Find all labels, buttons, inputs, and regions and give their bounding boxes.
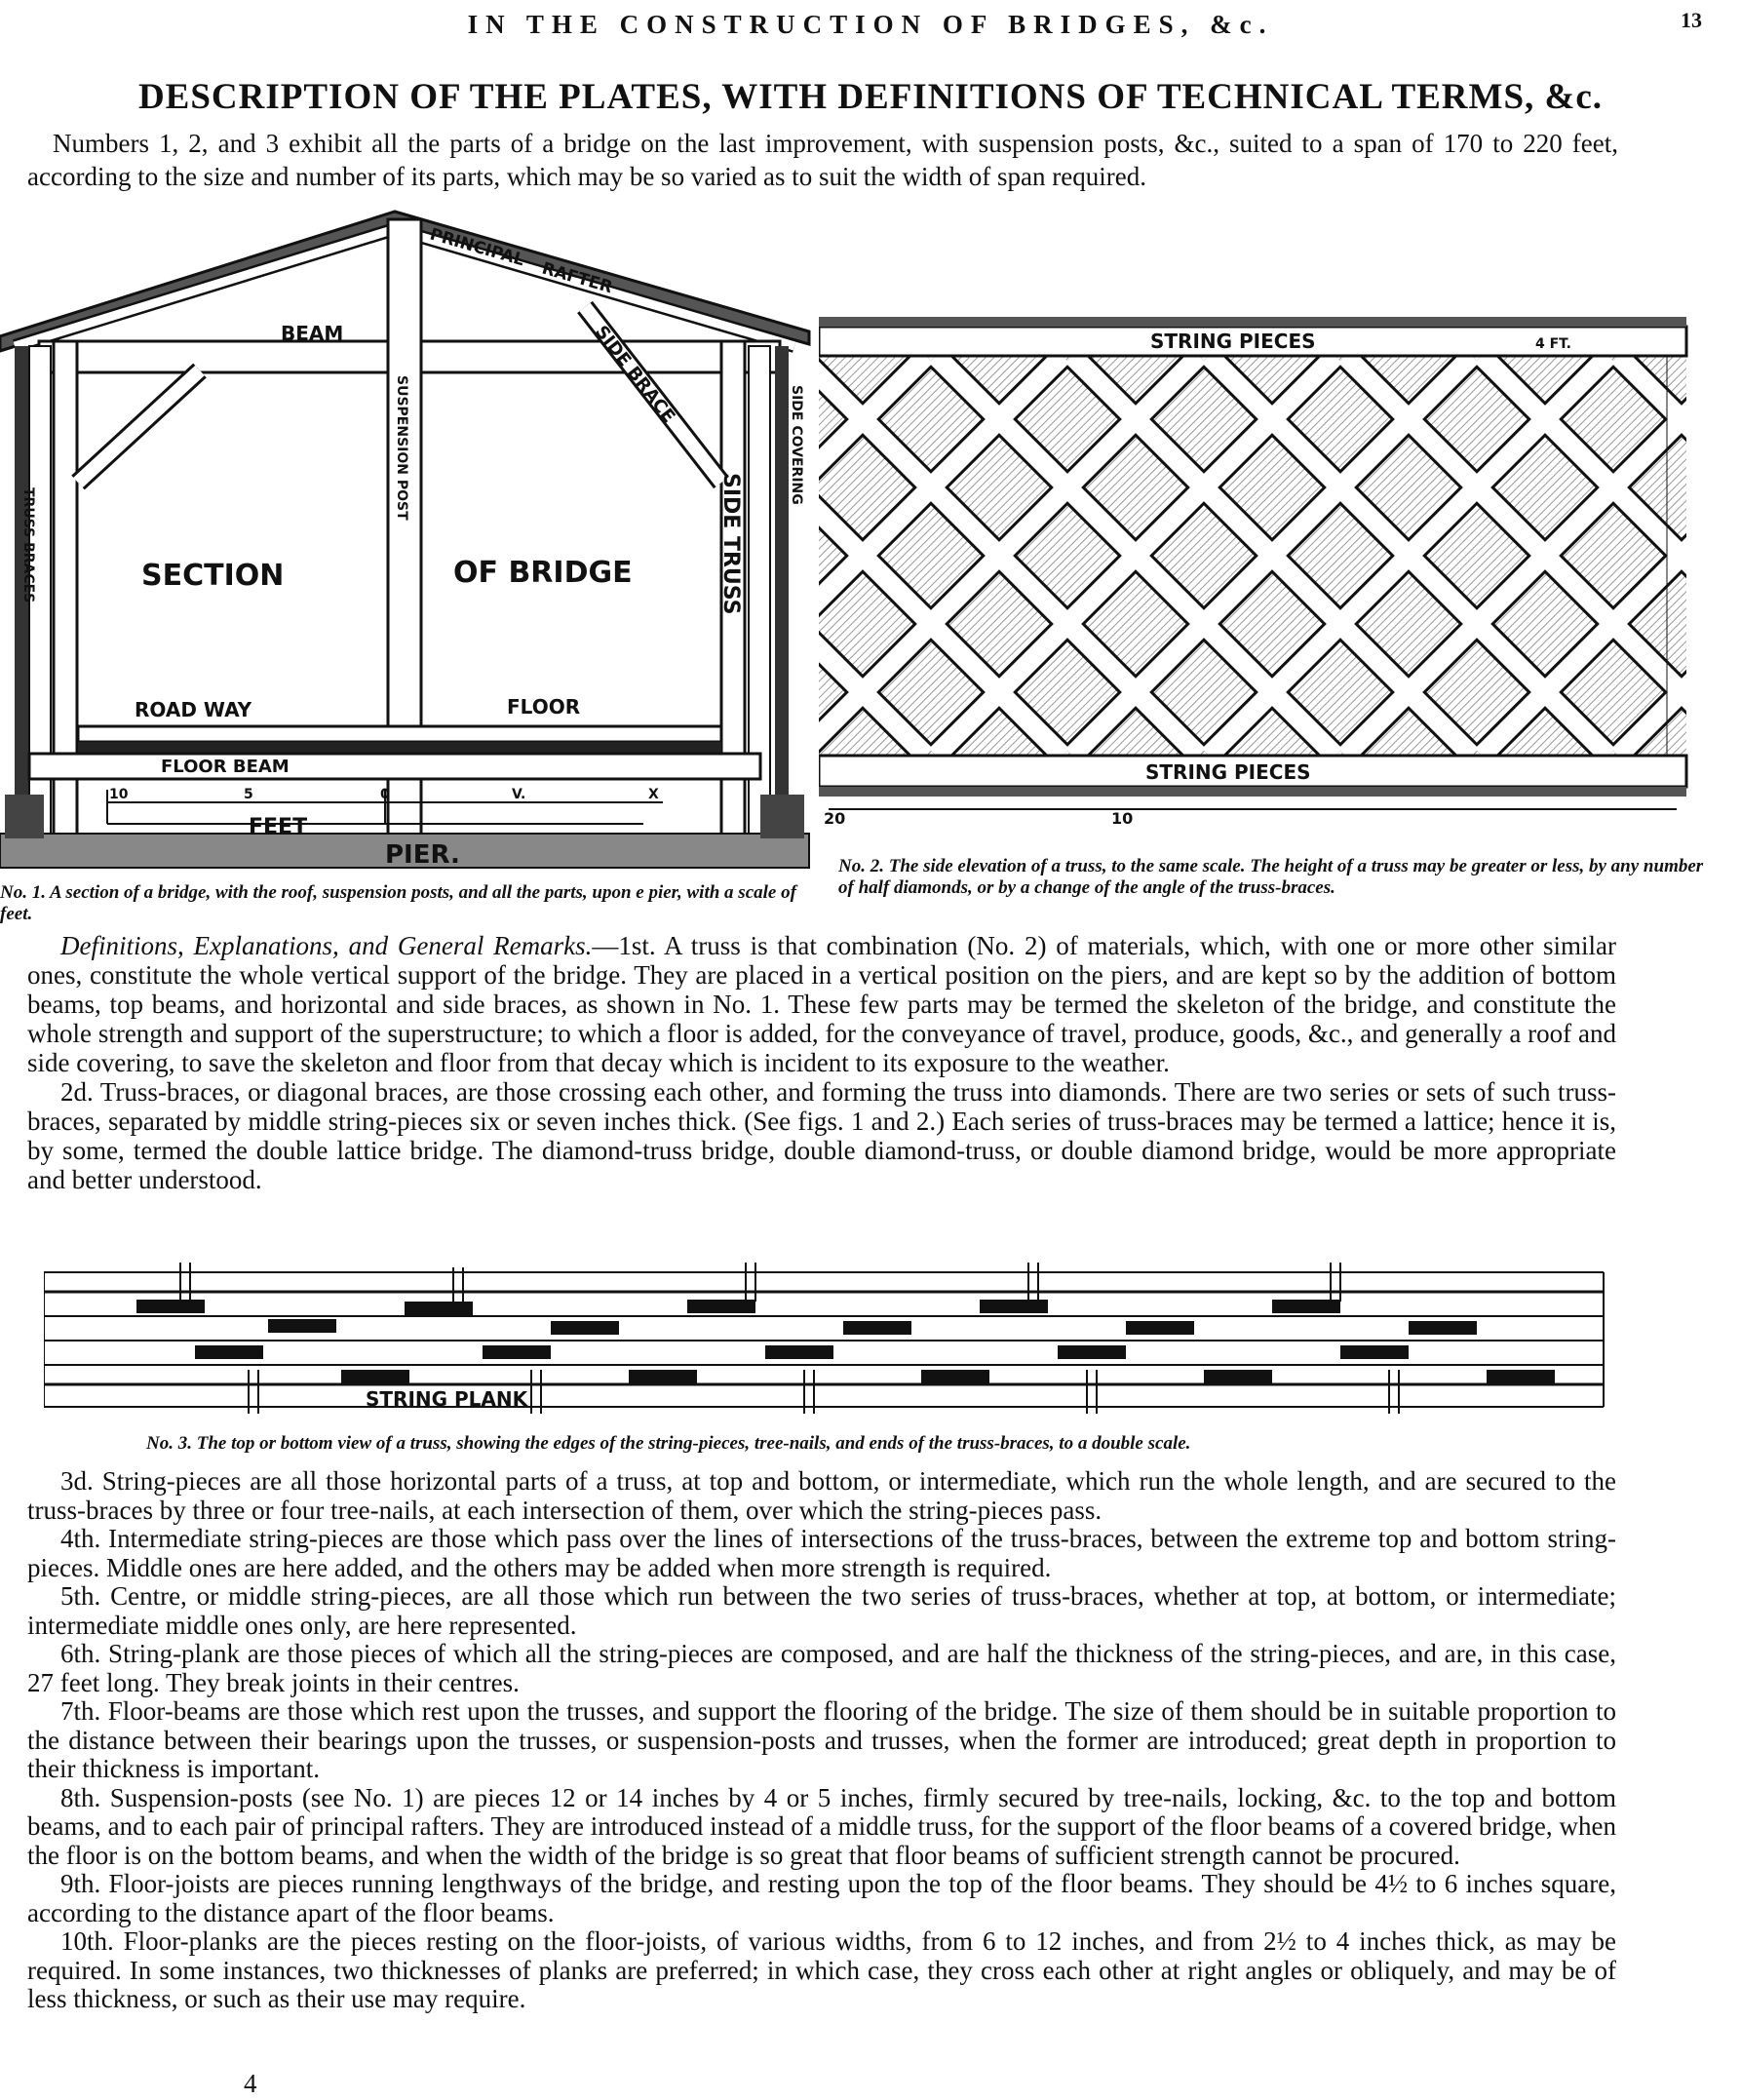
definition-1st [27, 931, 1616, 1077]
label-of-bridge: OF BRIDGE [453, 556, 633, 590]
label-section: SECTION [141, 559, 285, 593]
label-rafter: RAFTER [539, 258, 615, 298]
label-side-covering: SIDE COVERING [789, 385, 804, 505]
definition-3d: 3d. String-pieces are all those horizontal parts of a truss, at top and bottom, or intermediate, which run the whole length, and are secured to the truss-braces by three or four tree-nails, at each intersection of them, over which the string-pieces pass. [27, 1466, 1616, 1525]
definition-5th: 5th. Centre, or middle string-pieces, are all those which run between the two series of truss-braces, whether at top, at bottom, or intermediate; intermediate middle ones only, are here represented. [27, 1581, 1616, 1640]
scale-mark-5: 5 [244, 787, 253, 802]
figure-3-caption: No. 3. The top or bottom view of a truss, showing the edges of the string-pieces, tree-nails, and ends of the truss-braces, to a double scale. [146, 1433, 1191, 1454]
figure-2-truss-elevation [819, 317, 1696, 834]
definition-4th: 4th. Intermediate string-pieces are those which pass over the lines of intersections of the truss-braces, between the extreme top and bottom string-pieces. Middle ones are here added, and the others may be added when more strength is required. [27, 1524, 1616, 1582]
definition-9th: 9th. Floor-joists are pieces running lengthways of the bridge, and resting upon the top of the floor beams. They should be 4½ to 6 inches square, according to the distance apart of the floor beams. [27, 1869, 1616, 1927]
definition-1st-text: —1st. A truss is that combination (No. 2) of materials, which, with one or more other similar ones, constitute the whole vertical support of the bridge. They are placed in a vertical position on the piers, and are kept so by the addition of bottom beams, top beams, and horizontal and side braces, as shown in No. 1. These few parts may be termed the skeleton of the bridge, and constitute the whole strength and support of the superstructure; to which a floor is added, for the conveyance of travel, produce, goods, &c., and generally a roof and side covering, to save the skeleton and floor from that decay which is incident to its exposure to the weather. [27, 931, 1617, 1077]
label-floor-beam: FLOOR BEAM [161, 757, 290, 777]
label-truss-braces: TRUSS BRACES [20, 487, 36, 603]
figure-3-truss-top-view [44, 1263, 1613, 1419]
label-string-pieces-top: STRING PIECES [1150, 330, 1316, 353]
definition-7th: 7th. Floor-beams are those which rest upon the trusses, and support the flooring of the bridge. The size of them should be in suitable proportion to the distance between their bearings upon the trusses, or suspension-posts and trusses, when the former are introduced; great depth in proportion to their thickness is important. [27, 1696, 1616, 1783]
definition-8th: 8th. Suspension-posts (see No. 1) are pieces 12 or 14 inches by 4 or 5 inches, firmly secured by tree-nails, locking, &c. to the top and bottom beams, and to each pair of principal rafters. They are introduced instead of a middle truss, for the support of the floor beams of a covered bridge, when the floor is on the bottom beams, and when the width of the bridge is so great that floor beams of sufficient strength cannot be procured. [27, 1782, 1616, 1870]
label-pier: PIER. [385, 840, 460, 870]
definitions-part-1 [27, 931, 1616, 1194]
definition-6th: 6th. String-plank are those pieces of which all the string-pieces are composed, and are half the thickness of the string-pieces, and are, in this case, 27 feet long. They break joints in their centres. [27, 1639, 1616, 1697]
label-beam: BEAM [281, 322, 344, 345]
label-principal: PRINCIPAL [427, 224, 527, 271]
label-floor: FLOOR [507, 695, 581, 719]
definition-10th: 10th. Floor-planks are the pieces resting on the floor-joists, of various widths, from 6 to 12 inches, and from 2½ to 4 inches thick, as may be required. In some instances, two thicknesses of planks are preferred; in which case, they cross each other at right angles or obliquely, and may be of less thickness, or such as their use may require. [27, 1926, 1616, 2013]
figure-1-caption: No. 1. A section of a bridge, with the roof, suspension posts, and all the parts, upon e pier, with a scale of feet. [0, 882, 796, 924]
scale-mark-x: X [648, 787, 659, 802]
scale-mark-20: 20 [824, 809, 846, 828]
label-feet: FEET [249, 815, 308, 839]
scale-mark-v: V. [512, 787, 526, 802]
scale-mark-10: 10 [109, 787, 129, 802]
definition-2d: 2d. Truss-braces, or diagonal braces, are those crossing each other, and forming the truss into diamonds. There are two series or sets of such truss-braces, separated by middle string-pieces six or seven inches thick. (See figs. 1 and 2.) Each series of truss-braces may be termed a lattice; hence it is, by some, termed the double lattice bridge. The diamond-truss bridge, double diamond-truss, or double diamond bridge, would be more appropriate and better understood. [27, 1077, 1616, 1194]
label-string-plank: STRING PLANK [366, 1387, 528, 1411]
definitions-part-2 [27, 1467, 1616, 2014]
intro-paragraph: Numbers 1, 2, and 3 exhibit all the parts of a bridge on the last improvement, with suspension posts, &c., suited to a span of 170 to 220 feet, according to the size and number of its parts, which may be so varied as to suit the width of span required. [27, 129, 1618, 191]
page-title: DESCRIPTION OF THE PLATES, WITH DEFINITIONS OF TECHNICAL TERMS, &c. [137, 77, 1604, 117]
page-number: 13 [1681, 8, 1702, 32]
figure-2-caption: No. 2. The side elevation of a truss, to the same scale. The height of a truss may be greater or less, by any number of half diamonds, or by a change of the angle of the truss-braces. [838, 856, 1704, 898]
signature-mark: 4 [244, 2069, 257, 2098]
scale-mark-10-fig2: 10 [1111, 809, 1134, 828]
label-suspension-post: SUSPENSION POST [394, 375, 409, 521]
scale-mark-0: 0 [380, 787, 390, 802]
running-head: IN THE CONSTRUCTION OF BRIDGES, &c. [467, 10, 1274, 39]
label-road-way: ROAD WAY [135, 698, 252, 721]
label-side-truss: SIDE TRUSS [718, 473, 743, 615]
definitions-heading: Definitions, Explanations, and General Remarks. [60, 931, 593, 960]
label-four-ft: 4 FT. [1535, 336, 1571, 352]
label-side-brace: SIDE BRACE [591, 322, 679, 427]
label-string-pieces-bottom: STRING PIECES [1145, 760, 1311, 784]
figure-1-bridge-section [0, 200, 819, 873]
